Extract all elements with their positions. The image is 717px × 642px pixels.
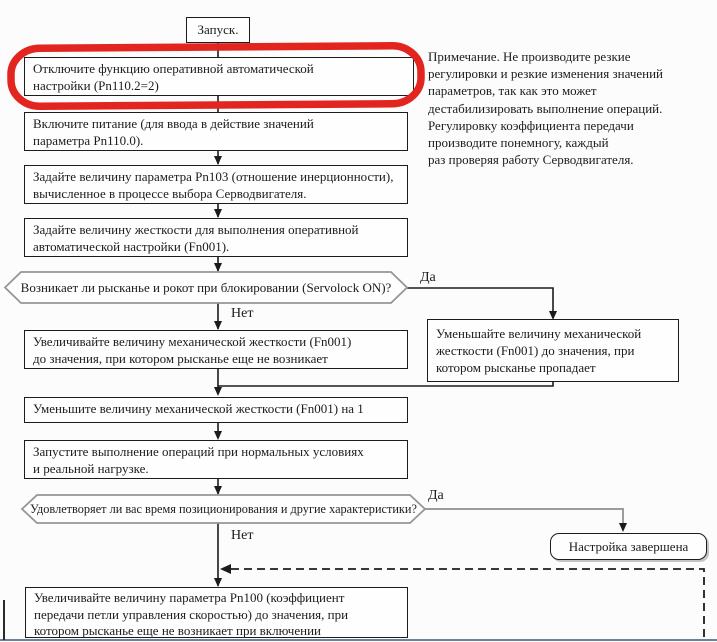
decision-satisfied-label: Удовлетворяет ли вас время позиционирования и другие характеристики?: [30, 502, 417, 516]
node-text-line: настройки (Pn110.2=2): [33, 78, 159, 93]
note-line: параметров, так как это может: [428, 83, 597, 99]
no-label-2: Нет: [231, 528, 254, 543]
node-text-line: Задайте величину параметра Pn103 (отношение инерционности),: [33, 169, 394, 184]
node-text-line: параметра Pn110.0).: [33, 133, 144, 148]
node-text-line: Увеличивайте величину механической жесткости (Fn001): [33, 334, 352, 349]
yes-label-1: Да: [420, 270, 436, 285]
node-start: [186, 17, 250, 43]
node-tuning-complete: [550, 533, 707, 560]
note-line: регулировки и резкие изменения значений: [428, 66, 663, 82]
node-text-line: жесткости (Fn001) до значения, при: [436, 343, 635, 358]
node-text-line: котором рысканье еще не возникает при включении: [34, 623, 321, 638]
node-text-line: Настройка завершена: [568, 539, 689, 554]
note-line: производите понемногу, каждый: [428, 135, 609, 151]
note-line: дестабилизировать выполнение операций.: [428, 100, 663, 116]
node-increase-pn100: [25, 587, 408, 638]
node-text-line: автоматической настройки (Fn001).: [33, 239, 230, 254]
node-text-line: до значения, при котором рысканье еще не возникает: [33, 351, 328, 366]
page-edge-line: [0, 639, 717, 641]
node-decrease-by-one: [24, 397, 408, 423]
no-label-1: Нет: [231, 306, 254, 321]
node-text-line: котором рысканье пропадает: [436, 360, 596, 375]
node-set-rigidity: [24, 218, 408, 257]
note-line: Примечание. Не производите резкие: [428, 49, 631, 64]
note-line: раз проверяя работу Серводвигателя.: [428, 152, 634, 168]
node-run-operations: [24, 440, 408, 479]
note-text: [428, 48, 716, 168]
node-text-line: Уменьшите величину механической жесткости (Fn001) на 1: [33, 401, 364, 416]
note-line: Регулировку коэффициента передачи: [428, 117, 634, 133]
node-text-line: и реальной нагрузке.: [33, 461, 149, 476]
node-increase-rigidity: [24, 330, 408, 369]
node-text-line: передачи петли управления скоростью) до значения, при: [34, 606, 349, 622]
node-text-line: Задайте величину жесткости для выполнения оперативной: [33, 222, 359, 237]
node-power-on: [24, 112, 408, 151]
node-text-line: вычисленное в процессе выбора Серводвигателя.: [33, 186, 307, 201]
node-disable-autotune: [24, 57, 414, 96]
node-text-line: Отключите функцию оперативной автоматической: [33, 61, 314, 76]
node-start-label: Запуск.: [197, 22, 239, 37]
page-left-border: [3, 600, 5, 640]
node-text-line: Включите питание (для ввода в действие значений: [33, 116, 314, 131]
node-text-line: Уменьшайте величину механической: [436, 326, 642, 341]
node-decrease-rigidity: [427, 319, 679, 382]
decision-hunting-label: Возникает ли рысканье и рокот при блокировании (Servolock ON)?: [20, 280, 392, 295]
node-text-line: Запустите выполнение операций при нормальных условиях: [33, 444, 364, 459]
node-text-line: Увеличивайте величину параметра Pn100 (коэффициент: [34, 590, 345, 605]
yes-branch-gray-line: [425, 509, 623, 524]
node-set-pn103: [24, 165, 408, 204]
yes-label-2: Да: [428, 488, 444, 503]
